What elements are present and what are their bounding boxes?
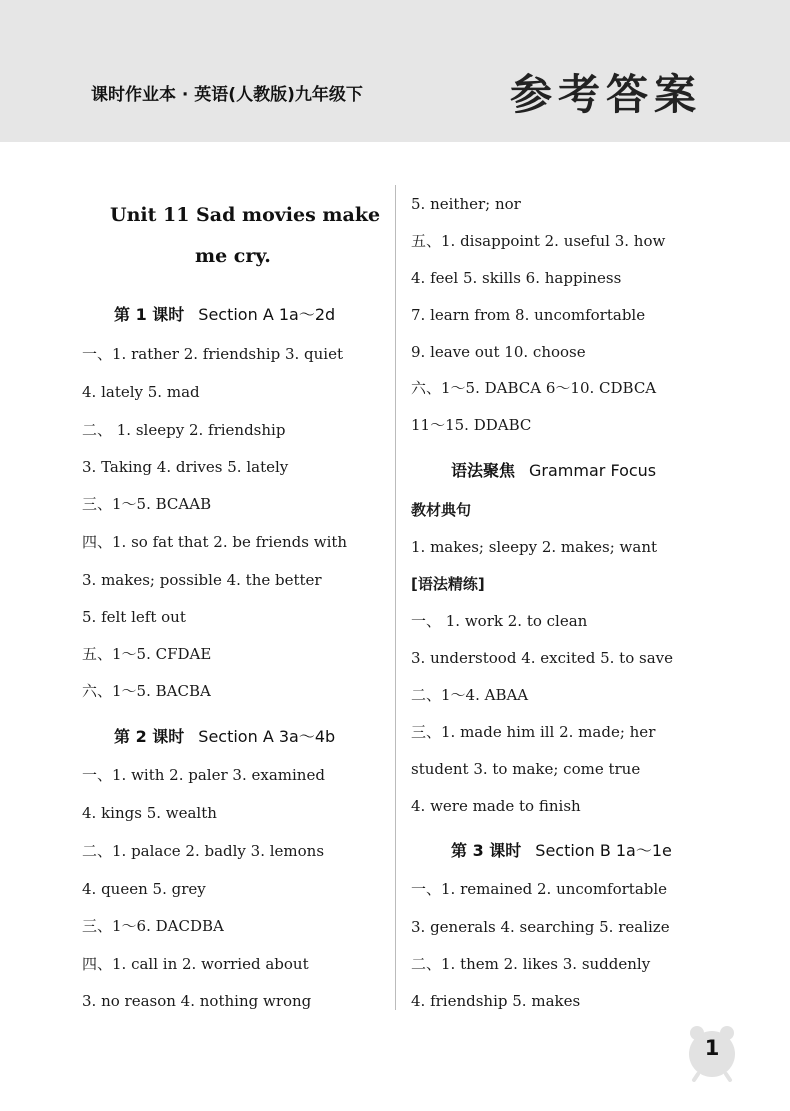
column-divider [395,185,396,1010]
answer-line: 4. friendship 5. makes [411,992,581,1010]
section-name: Section B 1a～1e [535,841,672,860]
page-header [0,0,790,142]
answer-line: 4. queen 5. grey [82,880,206,898]
answer-line: 4. kings 5. wealth [82,804,217,822]
sub-heading: [语法精练] [411,575,485,593]
answer-line: 四、1. call in 2. worried about [82,955,309,973]
section-name: Section A 1a～2d [198,305,336,324]
answer-line: 五、1. disappoint 2. useful 3. how [411,232,666,250]
answer-key-title: 参考答案 [510,70,703,119]
section-name: Section A 3a～4b [198,727,336,746]
answer-line: 5. neither; nor [411,195,521,213]
section-name: Grammar Focus [529,461,657,480]
answer-line: 六、1～5. DABCA 6～10. CDBCA [411,379,657,397]
answer-line: 五、1～5. CFDAE [82,645,212,663]
section-lesson: 第 1 课时 [114,305,185,324]
answer-line: 一、 1. work 2. to clean [411,612,588,630]
section-heading [451,838,672,861]
answer-line: 一、1. rather 2. friendship 3. quiet [82,345,344,363]
answer-line: 三、1～6. DACDBA [82,917,224,935]
answer-line: 3. makes; possible 4. the better [82,571,322,589]
page-number: 1 [704,1036,720,1060]
answer-line: 一、1. with 2. paler 3. examined [82,766,325,784]
section-heading [451,458,656,481]
answer-line: 二、 1. sleepy 2. friendship [82,421,286,439]
answer-line: 5. felt left out [82,608,186,626]
answer-line: 11～15. DDABC [411,416,532,434]
answer-line: 二、1～4. ABAA [411,686,529,704]
section-heading [114,724,335,747]
answer-line: 4. lately 5. mad [82,383,200,401]
answer-line: 3. Taking 4. drives 5. lately [82,458,289,476]
answer-line: 3. no reason 4. nothing wrong [82,992,312,1010]
section-lesson: 语法聚焦 [451,461,516,480]
answer-line: 1. makes; sleepy 2. makes; want [411,538,658,556]
answer-line: 六、1～5. BACBA [82,682,211,700]
section-lesson: 第 3 课时 [451,841,522,860]
answer-line: 二、1. them 2. likes 3. suddenly [411,955,651,973]
answer-line: 三、1. made him ill 2. made; her [411,723,656,741]
sub-heading: 教材典句 [411,501,472,519]
answer-line: 四、1. so fat that 2. be friends with [82,533,348,551]
unit-title-line2: me cry. [195,245,271,267]
answer-line: 4. feel 5. skills 6. happiness [411,269,622,287]
unit-title-line1: Unit 11 Sad movies make [110,204,381,226]
page-number-badge [686,1022,738,1082]
answer-line: 一、1. remained 2. uncomfortable [411,880,668,898]
section-heading [114,302,335,325]
answer-line: student 3. to make; come true [411,760,641,778]
answer-line: 三、1～5. BCAAB [82,495,212,513]
book-title: 课时作业本 · 英语(人教版)九年级下 [91,85,363,105]
answer-line: 4. were made to finish [411,797,581,815]
section-lesson: 第 2 课时 [114,727,185,746]
answer-line: 9. leave out 10. choose [411,343,586,361]
answer-line: 7. learn from 8. uncomfortable [411,306,646,324]
answer-line: 3. understood 4. excited 5. to save [411,649,673,667]
answer-line: 3. generals 4. searching 5. realize [411,918,670,936]
answer-line: 二、1. palace 2. badly 3. lemons [82,842,325,860]
